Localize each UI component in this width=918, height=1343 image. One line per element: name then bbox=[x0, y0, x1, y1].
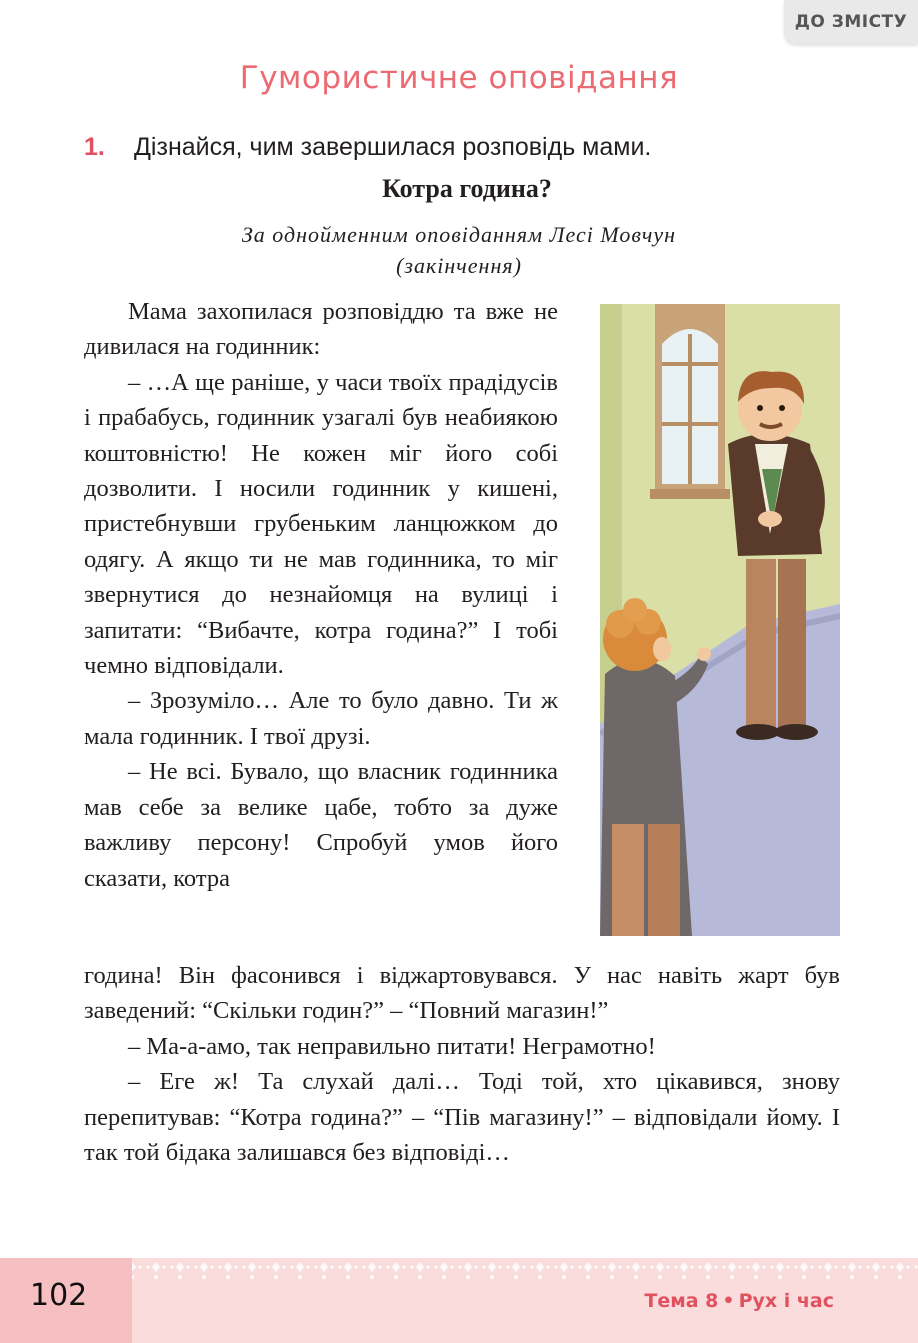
toc-button[interactable]: ДО ЗМІСТУ bbox=[784, 0, 918, 44]
topic-separator: • bbox=[722, 1290, 735, 1312]
story-paragraph: – …А ще раніше, у часи твоїх прадідусів і прабабусь, годинник узагалі був неабиякою коштовністю! Не кожен міг його собі дозволити. І носили годинник у кишені, пристебнувши грубеньким ланцюжком до одягу. А якщо ти не мав годинника, то міг звернутися до незнайомця на вулиці і запитати: “Вибачте, котра година?” І тобі чемно відповідали. bbox=[84, 368, 558, 680]
story-text-full bbox=[84, 958, 840, 1170]
footer-ornament bbox=[0, 1258, 918, 1284]
story-source bbox=[0, 219, 918, 281]
story-paragraph: – Ма-а-амо, так неправильно питати! Неграмотно! bbox=[128, 1032, 656, 1060]
story-paragraph: година! Він фасонився і віджартовувався. У нас навіть жарт був заведений: “Скільки годин?” – “Повний магазин!” bbox=[84, 962, 840, 1025]
section-title: Гумористичне оповідання bbox=[239, 60, 679, 96]
story-part-line: (закінчення) bbox=[396, 253, 522, 278]
story-paragraph: – Зрозуміло… Але то було давно. Ти ж мала годинник. І твої друзі. bbox=[84, 687, 558, 750]
task-1 bbox=[84, 133, 651, 162]
task-text: Дізнайся, чим завершилася розповідь мами. bbox=[134, 133, 652, 161]
page-number: 102 bbox=[30, 1278, 88, 1313]
story-paragraph: – Еге ж! Та слухай далі… Тоді той, хто цікавився, знову перепитував: “Котра година?” – “Пів магазину!” – відповідали йому. І так той бідака залишався без відповіді… bbox=[84, 1068, 840, 1167]
footer-topic bbox=[644, 1290, 834, 1312]
story-paragraph: – Не всі. Бувало, що власник годинника мав себе за велике цабе, тобто за дуже важливу персону! Спробуй умов його сказати, котра bbox=[84, 758, 558, 892]
story-text-column bbox=[84, 294, 558, 896]
story-author-line: За однойменним оповіданням Лесі Мовчун bbox=[241, 222, 677, 247]
story-illustration bbox=[600, 304, 840, 936]
topic-label: Тема 8 bbox=[644, 1290, 719, 1312]
story-paragraph: Мама захопилася розповіддю та вже не дивилася на годинник: bbox=[84, 298, 558, 361]
story-title: Котра година? bbox=[382, 174, 552, 203]
task-number: 1. bbox=[84, 133, 105, 161]
topic-name: Рух і час bbox=[738, 1290, 834, 1312]
